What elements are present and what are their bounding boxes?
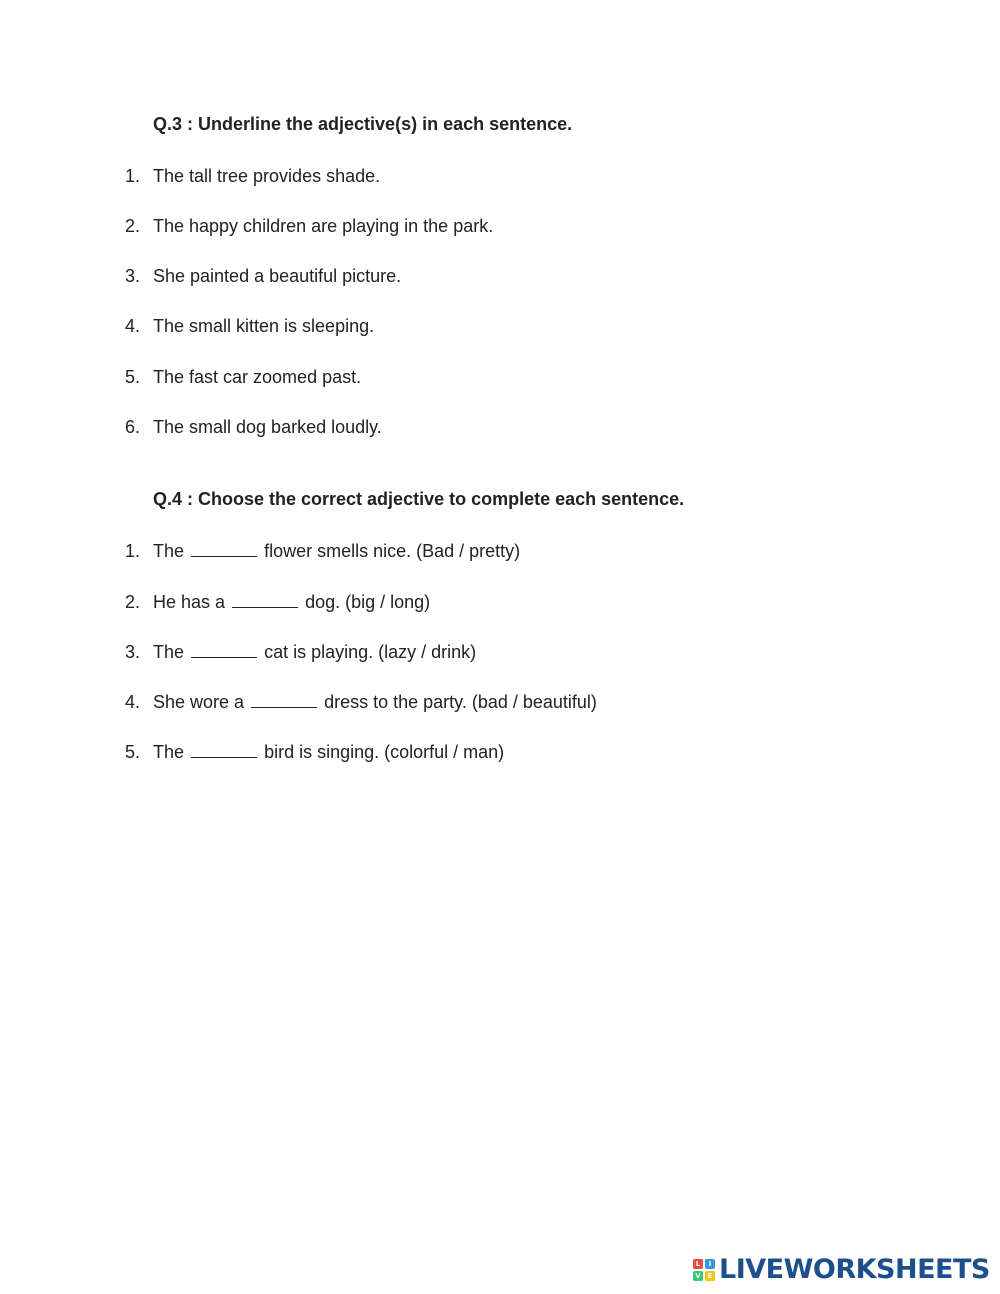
q3-item-number: 6.	[125, 417, 141, 437]
q3-item-sentence[interactable]: The happy children are playing in the park.	[153, 216, 494, 236]
q3-item-sentence[interactable]: The tall tree provides shade.	[153, 166, 381, 186]
q3-item-number: 5.	[125, 367, 141, 387]
q3-item-number: 3.	[125, 266, 141, 286]
q4-item-number: 3.	[125, 642, 141, 662]
q4-item-sentence	[153, 640, 476, 664]
logo-mark-tile: E	[705, 1271, 715, 1281]
liveworksheets-logo	[693, 1256, 990, 1284]
q4-item-before: The	[153, 541, 185, 561]
q4-item-before: The	[153, 642, 185, 662]
q4-item-sentence	[153, 740, 504, 764]
q4-item-before: She wore a	[153, 692, 245, 712]
q4-item-number: 1.	[125, 541, 141, 561]
q4-item-number: 5.	[125, 742, 141, 762]
q4-item-after: dress to the party. (bad / beautiful)	[324, 692, 597, 712]
answer-blank[interactable]	[191, 540, 257, 557]
answer-blank[interactable]	[191, 741, 257, 758]
q4-item-sentence	[153, 539, 520, 563]
q3-item-sentence[interactable]: The fast car zoomed past.	[153, 367, 362, 387]
q4-item-after: bird is singing. (colorful / man)	[264, 742, 505, 762]
q4-item-after: cat is playing. (lazy / drink)	[264, 642, 477, 662]
logo-mark-tile: V	[693, 1271, 703, 1281]
answer-blank[interactable]	[232, 591, 298, 608]
q4-item-number: 4.	[125, 692, 141, 712]
q4-item-number: 2.	[125, 592, 141, 612]
q4-item-after: dog. (big / long)	[305, 592, 431, 612]
logo-mark-tile: I	[705, 1259, 715, 1269]
q4-item-after: flower smells nice. (Bad / pretty)	[264, 541, 521, 561]
q4-item-sentence	[153, 590, 430, 614]
q4-heading: Q.4 : Choose the correct adjective to complete each sentence.	[153, 489, 685, 509]
q3-item-sentence[interactable]: She painted a beautiful picture.	[153, 266, 402, 286]
q3-heading: Q.3 : Underline the adjective(s) in each sentence.	[153, 114, 573, 134]
logo-mark-tile: L	[693, 1259, 703, 1269]
q3-item-sentence[interactable]: The small dog barked loudly.	[153, 417, 382, 437]
q4-item-before: The	[153, 742, 185, 762]
q3-item-number: 2.	[125, 216, 141, 236]
q3-item-number: 1.	[125, 166, 141, 186]
logo-text: LIVEWORKSHEETS	[719, 1254, 990, 1285]
q4-item-before: He has a	[153, 592, 226, 612]
q4-item-sentence	[153, 690, 597, 714]
answer-blank[interactable]	[191, 641, 257, 658]
q3-item-sentence[interactable]: The small kitten is sleeping.	[153, 316, 375, 336]
answer-blank[interactable]	[251, 691, 317, 708]
q3-item-number: 4.	[125, 316, 141, 336]
logo-mark-icon	[693, 1259, 715, 1281]
